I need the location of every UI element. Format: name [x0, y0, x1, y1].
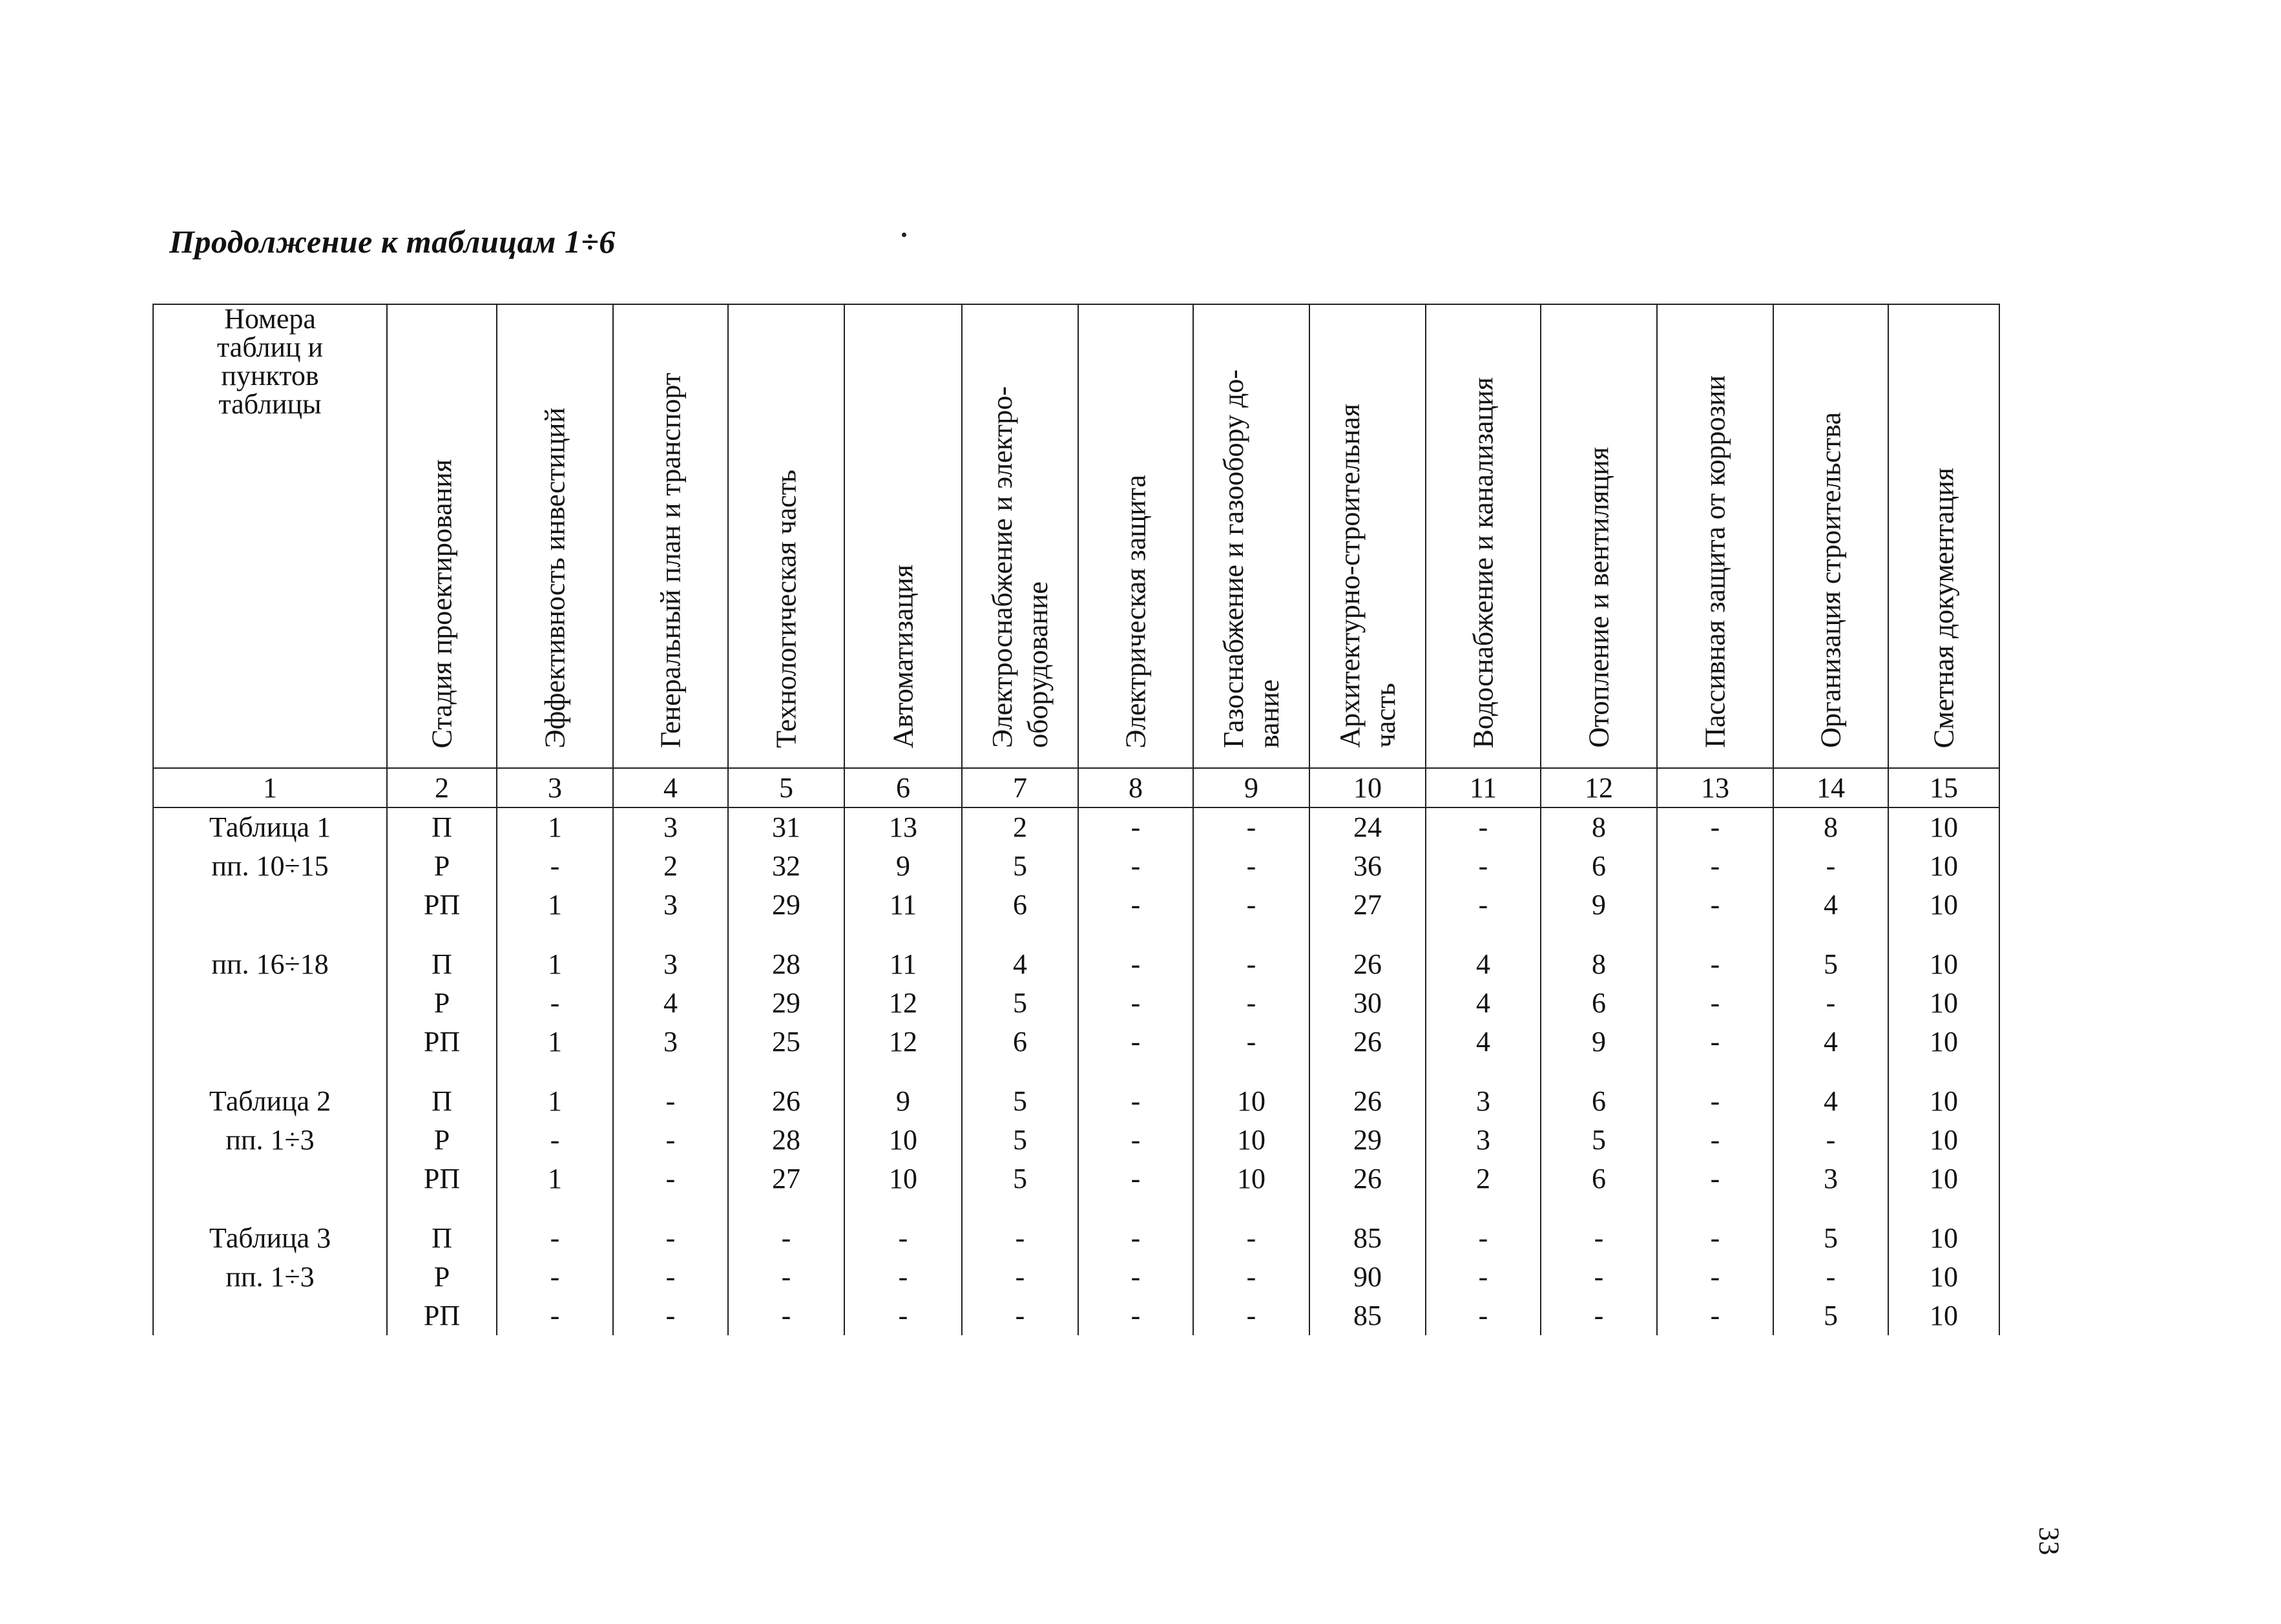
- value-cell: 3: [1773, 1160, 1888, 1198]
- spacer-cell: [1657, 1198, 1773, 1219]
- header-col-7: [962, 304, 1078, 768]
- spacer-cell: [1193, 1061, 1309, 1082]
- row-label: пп. 10÷15: [153, 847, 387, 886]
- column-number-row: [153, 768, 1999, 807]
- stage-cell: П: [387, 807, 497, 847]
- spacer-cell: [1426, 1198, 1541, 1219]
- header-col-5-text: Технологическая часть: [770, 470, 802, 748]
- spacer-cell: [728, 924, 844, 945]
- value-cell: -: [1541, 1219, 1657, 1258]
- value-cell: -: [1193, 807, 1309, 847]
- value-cell: -: [613, 1296, 728, 1335]
- value-cell: -: [497, 1296, 613, 1335]
- value-cell: -: [728, 1296, 844, 1335]
- value-cell: 90: [1309, 1258, 1426, 1296]
- value-cell: 26: [728, 1082, 844, 1121]
- spacer-cell: [1078, 1198, 1193, 1219]
- value-cell: -: [1657, 847, 1773, 886]
- value-cell: 3: [613, 807, 728, 847]
- value-cell: 10: [1888, 1160, 1999, 1198]
- spacer-cell: [1078, 1061, 1193, 1082]
- value-cell: -: [1541, 1258, 1657, 1296]
- spacer-cell: [497, 1061, 613, 1082]
- row-label: пп. 16÷18: [153, 945, 387, 984]
- value-cell: 9: [844, 1082, 962, 1121]
- value-cell: 13: [844, 807, 962, 847]
- spacer-cell: [1309, 1198, 1426, 1219]
- header-col-8-text: Электрическая защита: [1120, 474, 1152, 748]
- value-cell: -: [1657, 1023, 1773, 1061]
- row-label: [153, 1160, 387, 1198]
- row-label: пп. 1÷3: [153, 1121, 387, 1160]
- header-col-3-text: Эффективность инвестиций: [539, 407, 571, 748]
- table-row: [153, 1160, 1999, 1198]
- value-cell: -: [1193, 1023, 1309, 1061]
- value-cell: 5: [962, 1121, 1078, 1160]
- value-cell: -: [1426, 1258, 1541, 1296]
- value-cell: 4: [613, 984, 728, 1023]
- column-number: 14: [1773, 768, 1888, 807]
- row-label: [153, 886, 387, 924]
- header-col-13-text: Пассивная защита от коррозии: [1699, 375, 1731, 748]
- value-cell: 4: [1773, 1082, 1888, 1121]
- stage-cell: РП: [387, 1296, 497, 1335]
- spacer-cell: [613, 1198, 728, 1219]
- value-cell: 8: [1773, 807, 1888, 847]
- value-cell: 26: [1309, 1023, 1426, 1061]
- value-cell: 11: [844, 945, 962, 984]
- value-cell: 10: [1193, 1082, 1309, 1121]
- value-cell: -: [1193, 945, 1309, 984]
- value-cell: -: [613, 1258, 728, 1296]
- value-cell: 27: [728, 1160, 844, 1198]
- value-cell: 6: [1541, 984, 1657, 1023]
- value-cell: 1: [497, 1082, 613, 1121]
- value-cell: -: [844, 1296, 962, 1335]
- value-cell: -: [1541, 1296, 1657, 1335]
- value-cell: 9: [1541, 886, 1657, 924]
- spacer-cell: [497, 1198, 613, 1219]
- value-cell: 27: [1309, 886, 1426, 924]
- column-number: 3: [497, 768, 613, 807]
- spacer-cell: [844, 1061, 962, 1082]
- value-cell: -: [728, 1258, 844, 1296]
- value-cell: 29: [728, 984, 844, 1023]
- stage-cell: П: [387, 1082, 497, 1121]
- header-col-10-text: Архитектурно-строительная часть: [1334, 404, 1401, 748]
- value-cell: 24: [1309, 807, 1426, 847]
- value-cell: -: [1078, 1258, 1193, 1296]
- column-number: 11: [1426, 768, 1541, 807]
- column-number: 8: [1078, 768, 1193, 807]
- value-cell: -: [1657, 1160, 1773, 1198]
- value-cell: 10: [1888, 1023, 1999, 1061]
- header-col-4: [613, 304, 728, 768]
- header-col-9: [1193, 304, 1309, 768]
- spacer-cell: [613, 1061, 728, 1082]
- value-cell: 26: [1309, 1160, 1426, 1198]
- value-cell: 10: [1888, 847, 1999, 886]
- spacer-cell: [1309, 924, 1426, 945]
- spacer-cell: [1426, 1061, 1541, 1082]
- value-cell: 85: [1309, 1296, 1426, 1335]
- stage-cell: РП: [387, 1023, 497, 1061]
- header-table-numbers: [153, 304, 387, 768]
- column-number: 12: [1541, 768, 1657, 807]
- table-row: [153, 984, 1999, 1023]
- column-number: 10: [1309, 768, 1426, 807]
- header-col-7-text: Электроснабжение и электро- оборудование: [986, 386, 1054, 748]
- value-cell: -: [497, 1121, 613, 1160]
- value-cell: -: [844, 1258, 962, 1296]
- value-cell: -: [1193, 847, 1309, 886]
- header-col-15-text: Сметная документация: [1928, 467, 1960, 748]
- table-row: [153, 945, 1999, 984]
- value-cell: 2: [1426, 1160, 1541, 1198]
- spacer-cell: [1193, 1198, 1309, 1219]
- value-cell: -: [1657, 984, 1773, 1023]
- spacer-cell: [1193, 924, 1309, 945]
- value-cell: -: [613, 1160, 728, 1198]
- value-cell: -: [1078, 1296, 1193, 1335]
- value-cell: 1: [497, 1160, 613, 1198]
- header-col-10: [1309, 304, 1426, 768]
- spacer-cell: [1773, 1198, 1888, 1219]
- value-cell: -: [1078, 1121, 1193, 1160]
- value-cell: 2: [613, 847, 728, 886]
- column-number: 9: [1193, 768, 1309, 807]
- header-col-5: [728, 304, 844, 768]
- value-cell: 8: [1541, 807, 1657, 847]
- page-title: Продолжение к таблицам 1÷6: [169, 224, 616, 260]
- value-cell: -: [1657, 1258, 1773, 1296]
- header-col-14-text: Организация строительства: [1815, 412, 1847, 748]
- value-cell: 10: [1888, 945, 1999, 984]
- value-cell: 1: [497, 807, 613, 847]
- spacer-cell: [728, 1061, 844, 1082]
- value-cell: -: [1193, 1296, 1309, 1335]
- header-col-9-text: Газоснабжение и газообору до- вание: [1218, 369, 1285, 748]
- value-cell: 5: [1773, 1219, 1888, 1258]
- value-cell: 9: [1541, 1023, 1657, 1061]
- value-cell: 6: [1541, 1082, 1657, 1121]
- value-cell: 6: [962, 1023, 1078, 1061]
- value-cell: 10: [1888, 1082, 1999, 1121]
- column-number: 5: [728, 768, 844, 807]
- row-label: [153, 1023, 387, 1061]
- value-cell: -: [497, 847, 613, 886]
- value-cell: -: [1657, 1219, 1773, 1258]
- table-row: [153, 807, 1999, 847]
- value-cell: -: [728, 1219, 844, 1258]
- value-cell: 2: [962, 807, 1078, 847]
- spacer-cell: [1541, 1198, 1657, 1219]
- header-col-11: [1426, 304, 1541, 768]
- value-cell: 6: [1541, 847, 1657, 886]
- value-cell: -: [962, 1258, 1078, 1296]
- value-cell: 10: [844, 1160, 962, 1198]
- value-cell: 12: [844, 1023, 962, 1061]
- spacer-cell: [387, 924, 497, 945]
- group-spacer: [153, 1061, 1999, 1082]
- value-cell: -: [1078, 1023, 1193, 1061]
- spacer-cell: [1541, 924, 1657, 945]
- spacer-cell: [1657, 924, 1773, 945]
- value-cell: 5: [962, 1160, 1078, 1198]
- spacer-cell: [387, 1198, 497, 1219]
- value-cell: -: [1426, 1219, 1541, 1258]
- header-col-11-text: Водоснабжение и канализация: [1467, 377, 1499, 748]
- table-row: [153, 1219, 1999, 1258]
- table-row: [153, 886, 1999, 924]
- stage-cell: П: [387, 945, 497, 984]
- value-cell: -: [497, 1258, 613, 1296]
- column-number: 13: [1657, 768, 1773, 807]
- spacer-cell: [153, 924, 387, 945]
- value-cell: 4: [1426, 945, 1541, 984]
- header-col-12-text: Отопление и вентиляция: [1583, 447, 1615, 748]
- value-cell: -: [1657, 1121, 1773, 1160]
- stage-cell: П: [387, 1219, 497, 1258]
- value-cell: -: [1078, 886, 1193, 924]
- header-col-12: [1541, 304, 1657, 768]
- value-cell: -: [497, 1219, 613, 1258]
- value-cell: -: [497, 984, 613, 1023]
- value-cell: 3: [613, 886, 728, 924]
- spacer-cell: [153, 1061, 387, 1082]
- header-row: [153, 304, 1999, 768]
- value-cell: -: [613, 1219, 728, 1258]
- stage-cell: Р: [387, 1258, 497, 1296]
- value-cell: -: [1426, 847, 1541, 886]
- spacer-cell: [1426, 924, 1541, 945]
- value-cell: 10: [1193, 1160, 1309, 1198]
- value-cell: 5: [1773, 945, 1888, 984]
- value-cell: -: [1193, 886, 1309, 924]
- header-col-8: [1078, 304, 1193, 768]
- value-cell: 1: [497, 1023, 613, 1061]
- value-cell: 28: [728, 1121, 844, 1160]
- value-cell: -: [1773, 1258, 1888, 1296]
- spacer-cell: [1773, 924, 1888, 945]
- row-label: Таблица 2: [153, 1082, 387, 1121]
- value-cell: 9: [844, 847, 962, 886]
- spacer-cell: [1888, 1061, 1999, 1082]
- value-cell: -: [1078, 1082, 1193, 1121]
- value-cell: 4: [962, 945, 1078, 984]
- table-row: [153, 1258, 1999, 1296]
- value-cell: 26: [1309, 1082, 1426, 1121]
- value-cell: -: [1426, 807, 1541, 847]
- value-cell: -: [613, 1121, 728, 1160]
- value-cell: -: [1193, 1258, 1309, 1296]
- value-cell: 5: [962, 847, 1078, 886]
- header-col-13: [1657, 304, 1773, 768]
- table-row: [153, 1023, 1999, 1061]
- table-row: [153, 1296, 1999, 1335]
- value-cell: -: [1657, 886, 1773, 924]
- value-cell: -: [1773, 1121, 1888, 1160]
- spacer-cell: [1888, 924, 1999, 945]
- table-row: [153, 1121, 1999, 1160]
- value-cell: 10: [1888, 1219, 1999, 1258]
- value-cell: 3: [1426, 1082, 1541, 1121]
- group-spacer: [153, 924, 1999, 945]
- spacer-cell: [962, 1061, 1078, 1082]
- spacer-cell: [844, 1198, 962, 1219]
- value-cell: -: [1426, 1296, 1541, 1335]
- spacer-cell: [1078, 924, 1193, 945]
- value-cell: 5: [962, 984, 1078, 1023]
- value-cell: 4: [1773, 886, 1888, 924]
- value-cell: 5: [1773, 1296, 1888, 1335]
- spacer-cell: [1309, 1061, 1426, 1082]
- header-col-2: [387, 304, 497, 768]
- value-cell: 10: [1193, 1121, 1309, 1160]
- value-cell: 30: [1309, 984, 1426, 1023]
- project-stage-table: [152, 304, 2000, 1335]
- value-cell: -: [613, 1082, 728, 1121]
- row-label: [153, 984, 387, 1023]
- value-cell: 11: [844, 886, 962, 924]
- spacer-cell: [962, 1198, 1078, 1219]
- value-cell: -: [1657, 807, 1773, 847]
- spacer-cell: [497, 924, 613, 945]
- spacer-cell: [1541, 1061, 1657, 1082]
- spacer-cell: [844, 924, 962, 945]
- value-cell: 12: [844, 984, 962, 1023]
- table-row: [153, 1082, 1999, 1121]
- value-cell: 10: [1888, 1296, 1999, 1335]
- value-cell: -: [1193, 984, 1309, 1023]
- stray-dot: [902, 233, 906, 237]
- spacer-cell: [153, 1198, 387, 1219]
- value-cell: -: [1078, 945, 1193, 984]
- value-cell: -: [1078, 807, 1193, 847]
- table-body: [153, 807, 1999, 1335]
- value-cell: 5: [962, 1082, 1078, 1121]
- value-cell: 6: [962, 886, 1078, 924]
- value-cell: -: [1193, 1219, 1309, 1258]
- value-cell: -: [1657, 945, 1773, 984]
- value-cell: 28: [728, 945, 844, 984]
- column-number: 7: [962, 768, 1078, 807]
- stage-cell: Р: [387, 984, 497, 1023]
- value-cell: 3: [613, 1023, 728, 1061]
- value-cell: 3: [613, 945, 728, 984]
- value-cell: 10: [844, 1121, 962, 1160]
- stage-cell: Р: [387, 1121, 497, 1160]
- header-col-6: [844, 304, 962, 768]
- value-cell: 4: [1426, 984, 1541, 1023]
- row-label: [153, 1296, 387, 1335]
- value-cell: 29: [1309, 1121, 1426, 1160]
- column-number: 2: [387, 768, 497, 807]
- value-cell: 32: [728, 847, 844, 886]
- header-col-2-text: Стадия проектирования: [426, 459, 458, 748]
- value-cell: -: [962, 1219, 1078, 1258]
- column-number: 15: [1888, 768, 1999, 807]
- value-cell: 10: [1888, 1121, 1999, 1160]
- spacer-cell: [1888, 1198, 1999, 1219]
- value-cell: 6: [1541, 1160, 1657, 1198]
- value-cell: 36: [1309, 847, 1426, 886]
- spacer-cell: [613, 924, 728, 945]
- value-cell: 10: [1888, 1258, 1999, 1296]
- spacer-cell: [1773, 1061, 1888, 1082]
- value-cell: -: [1773, 984, 1888, 1023]
- value-cell: -: [1657, 1082, 1773, 1121]
- value-cell: 8: [1541, 945, 1657, 984]
- value-cell: 4: [1426, 1023, 1541, 1061]
- value-cell: 85: [1309, 1219, 1426, 1258]
- row-label: Таблица 3: [153, 1219, 387, 1258]
- row-label: Таблица 1: [153, 807, 387, 847]
- value-cell: -: [1078, 1160, 1193, 1198]
- column-number: 1: [153, 768, 387, 807]
- column-number: 6: [844, 768, 962, 807]
- stage-cell: РП: [387, 1160, 497, 1198]
- value-cell: 31: [728, 807, 844, 847]
- value-cell: -: [1078, 847, 1193, 886]
- header-col-14: [1773, 304, 1888, 768]
- row-label: пп. 1÷3: [153, 1258, 387, 1296]
- group-spacer: [153, 1198, 1999, 1219]
- stage-cell: РП: [387, 886, 497, 924]
- value-cell: -: [1078, 984, 1193, 1023]
- header-col-6-text: Автоматизация: [887, 564, 919, 748]
- spacer-cell: [387, 1061, 497, 1082]
- column-number: 4: [613, 768, 728, 807]
- value-cell: 26: [1309, 945, 1426, 984]
- header-table-numbers-text: Номера таблиц и пунктов таблицы: [216, 303, 324, 420]
- spacer-cell: [962, 924, 1078, 945]
- value-cell: 10: [1888, 886, 1999, 924]
- header-col-4-text: Генеральный план и транспорт: [654, 373, 687, 748]
- header-col-3: [497, 304, 613, 768]
- value-cell: 10: [1888, 984, 1999, 1023]
- value-cell: 29: [728, 886, 844, 924]
- value-cell: -: [1426, 886, 1541, 924]
- value-cell: 10: [1888, 807, 1999, 847]
- value-cell: 25: [728, 1023, 844, 1061]
- value-cell: -: [962, 1296, 1078, 1335]
- spacer-cell: [728, 1198, 844, 1219]
- spacer-cell: [1657, 1061, 1773, 1082]
- value-cell: 3: [1426, 1121, 1541, 1160]
- table-row: [153, 847, 1999, 886]
- value-cell: 1: [497, 886, 613, 924]
- page-number: 33: [2033, 1526, 2065, 1556]
- value-cell: 5: [1541, 1121, 1657, 1160]
- stage-cell: Р: [387, 847, 497, 886]
- value-cell: 1: [497, 945, 613, 984]
- value-cell: -: [1657, 1296, 1773, 1335]
- value-cell: -: [1773, 847, 1888, 886]
- header-col-15: [1888, 304, 1999, 768]
- value-cell: -: [844, 1219, 962, 1258]
- value-cell: 4: [1773, 1023, 1888, 1061]
- value-cell: -: [1078, 1219, 1193, 1258]
